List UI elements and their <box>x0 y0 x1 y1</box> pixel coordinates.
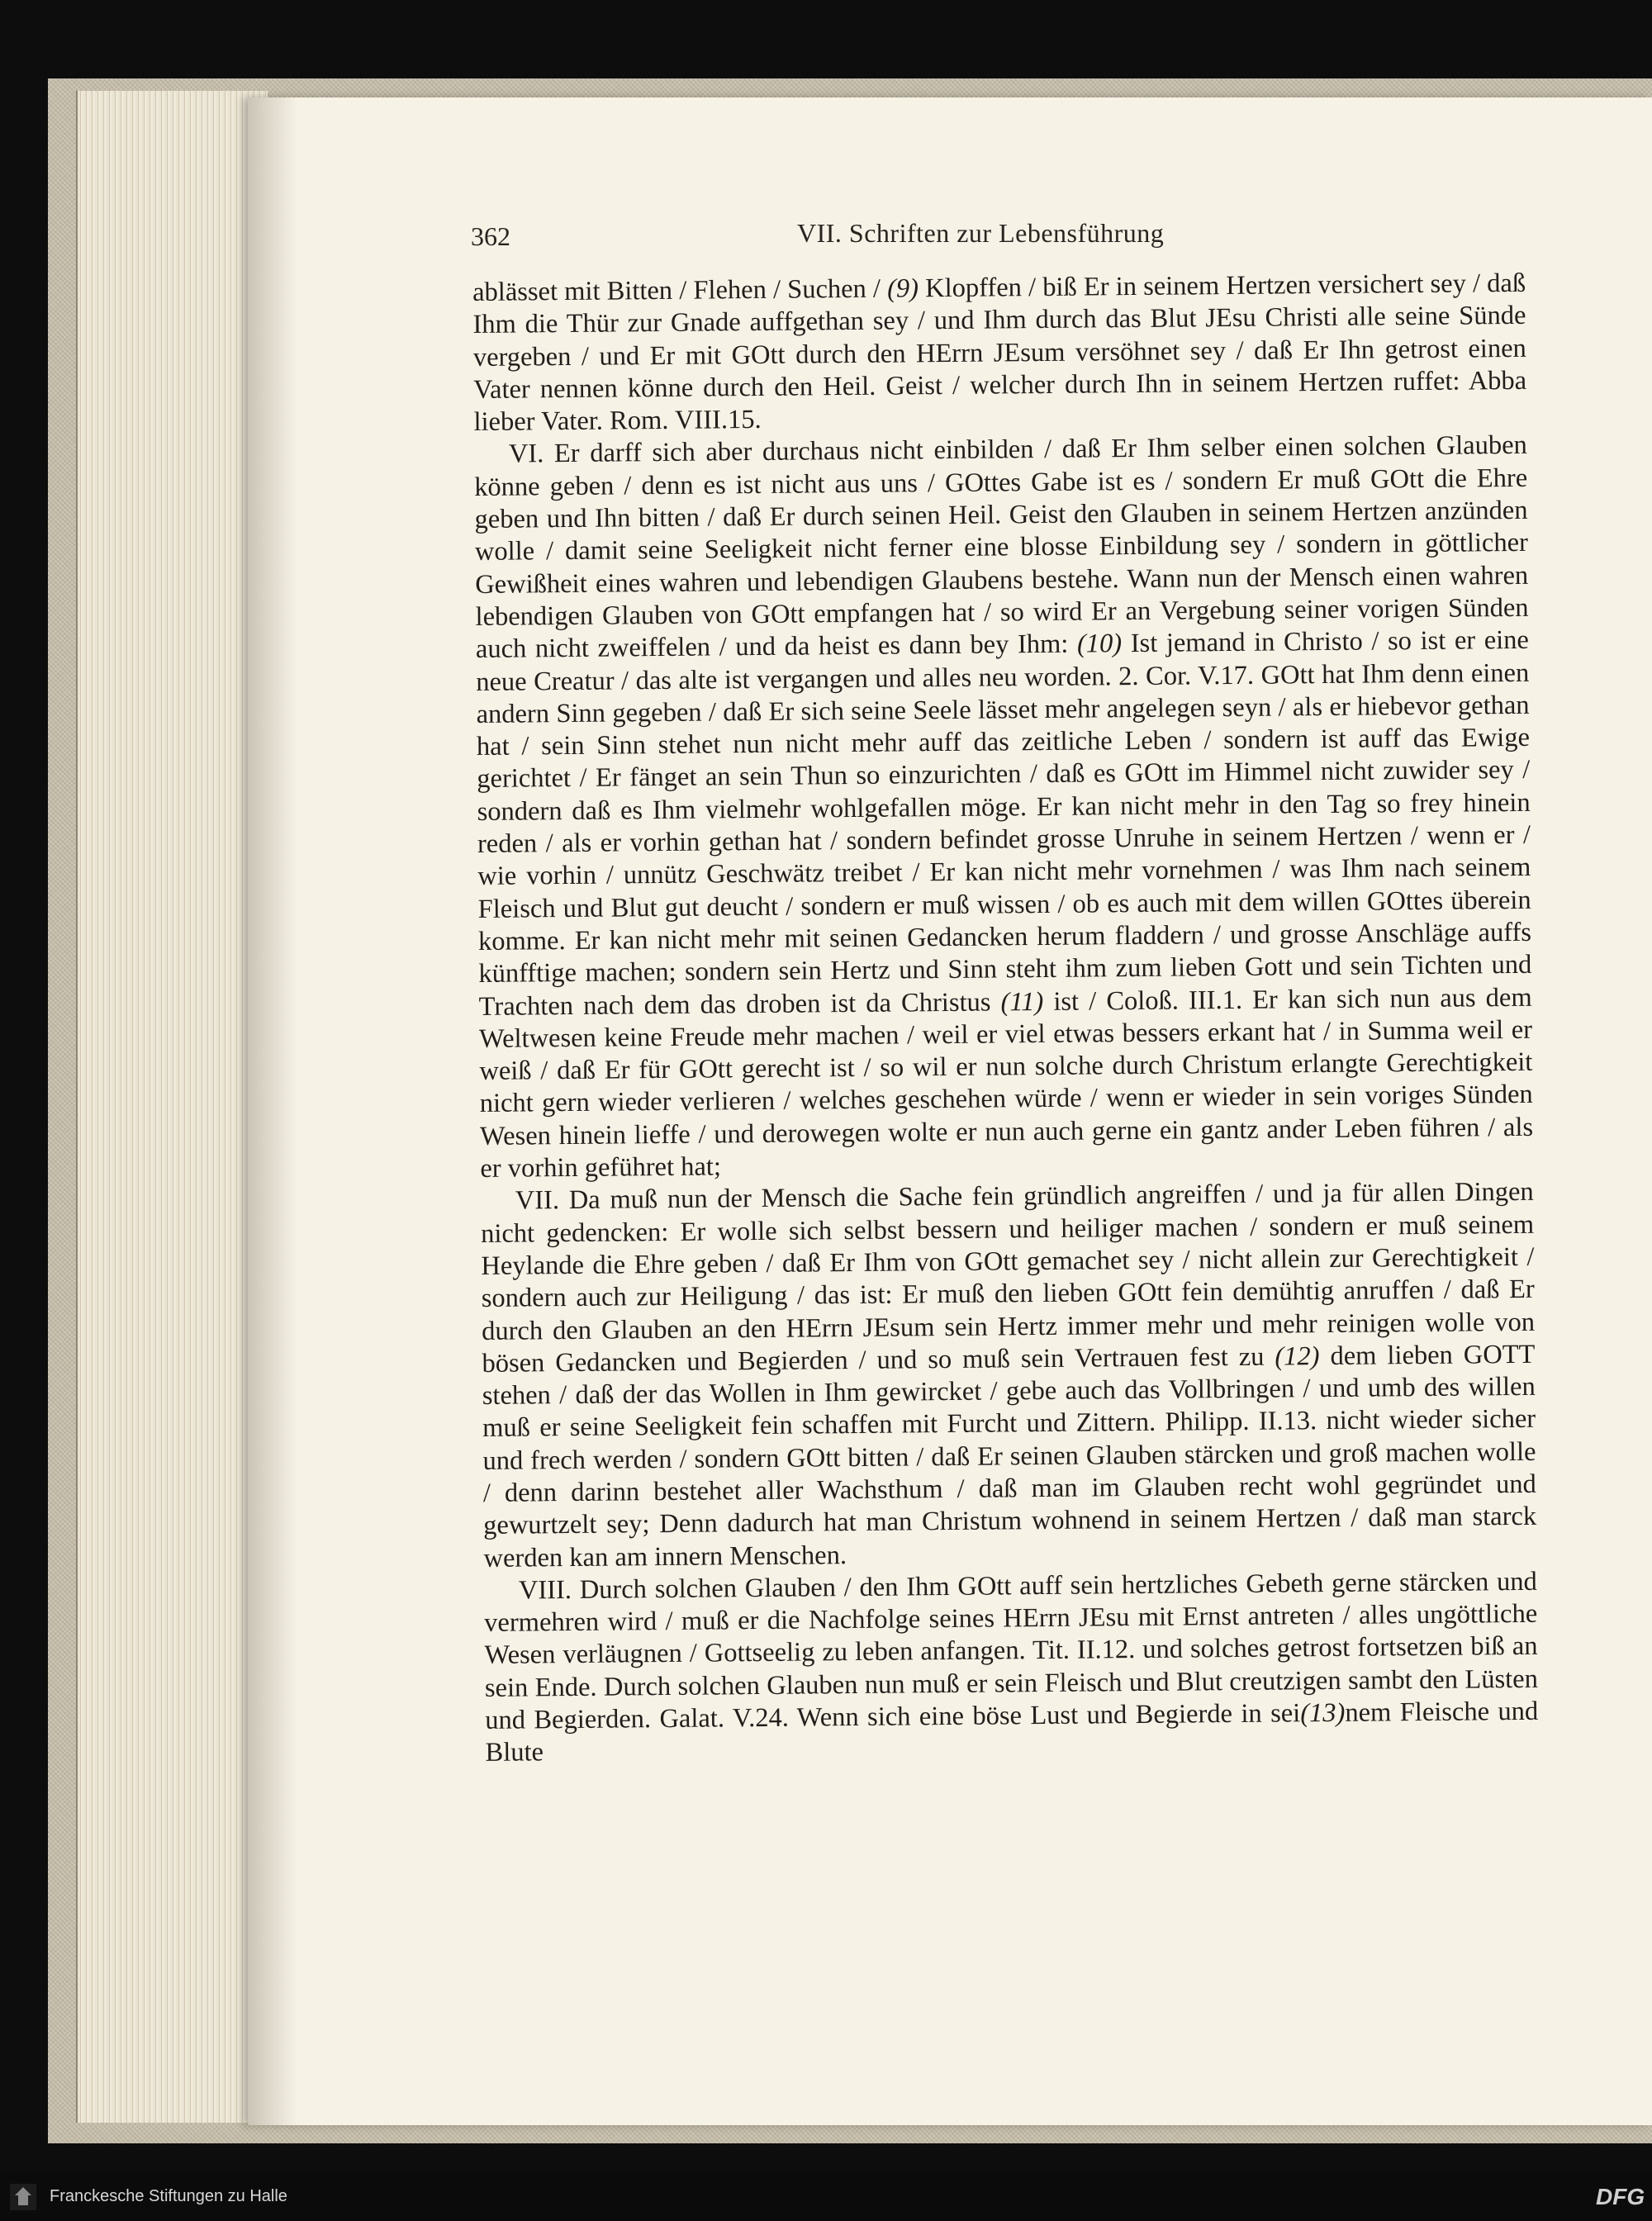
text-run: ablässet mit Bitten / Flehen / Suchen / <box>472 273 888 307</box>
text-run: Klopffen / biß Er in seinem Hertzen versichert sey / daß Ihm die Thür zur Gnade auffgethan sey / und Ihm durch das Blut JEsu Christi alle seine Sünde vergeben / und Er mit GOtt durch den HErrn JEsum versöhnet sey / daß Er Ihn getrost einen Vater nennen könne durch den Heil. Geist / welcher durch Ihn in seinem Hertzen ruffet: Abba lieber Vater. Rom. VIII.15. <box>472 268 1527 438</box>
page-marker: (9) <box>886 273 919 304</box>
text-run: nem Fleische und Blute <box>485 1696 1539 1768</box>
page-marker: (11) <box>1000 986 1044 1017</box>
body-text <box>472 268 1539 1770</box>
page-marker: (10) <box>1076 629 1123 659</box>
text-run: Ist jemand in Christo / so ist er eine neue Creatur / das alte ist vergangen und alles neu worden. 2. Cor. V.17. GOtt hat Ihm denn einen andern Sinn gegeben / daß Er sich seine Seele lässet mehr angelegen seyn / als er hiebevor gethan hat / sein Sinn stehet nun nicht mehr auff das zeitliche Leben / sondern ist auff das Ewige gerichtet / Er fänget an sein Thun so einzurichten / daß es GOtt im Himmel nicht zuwider sey / sondern daß es Ihm vielmehr wohlgefallen möge. Er kan nicht mehr in den Tag so frey hinein reden / als er vorhin gethan hat / sondern befindet grosse Unruhe in seinem Hertzen / wenn er / wie vorhin / unnütz Geschwätz treibet / Er kan nicht mehr vornehmen / was Ihm nach seinem Fleisch und Blut gut deucht / sondern er muß wissen / ob es auch mit dem willen GOttes überein komme. Er kan nicht mehr mit seinen Gedancken herum fladdern / und grosse Anschläge auffs künfftige machen; sondern sein Hertz und Sinn steht ihm zum lieben Gott und sein Tichten und Trachten nach dem das droben ist da Christus <box>476 625 1532 1022</box>
page-marker: (13) <box>1300 1697 1346 1729</box>
paragraph <box>481 1176 1537 1575</box>
page-marker: (12) <box>1275 1341 1320 1372</box>
text-run: ist / Coloß. III.1. Er kan sich nun aus dem Weltwesen keine Freude mehr machen / weil er viel etwas bessers erkant hat / in Summa weil er weiß / daß Er für GOtt gerecht ist / so wil er nun solche durch Christum erlangte Gerechtigkeit nicht gern wieder verlieren / welches geschehen würde / wenn er wieder in sein voriges Sünden Wesen hinein lieffe / und derowegen wolte er nun auch gerne ein gantz ander Leben führen / als er vorhin geführet hat; <box>478 982 1534 1184</box>
text-run: VIII. Durch solchen Glauben / den Ihm GOtt auff sein hertzliches Gebeth gerne stärcken und vermehren wird / muß er die Nachfolge seines HErrn JEsu mit Ernst antreten / alles ungöttliche Wesen verläugnen / Gottseelig zu leben anfangen. Tit. II.12. und solches getrost fortsetzen biß an sein Ende. Durch solchen Glauben nun muß er sein Fleisch und Blut creutzigen sambt den Lüsten und Begierden. Galat. V.24. Wenn sich eine böse Lust und Begierde in sei <box>484 1566 1539 1735</box>
running-head: VII. Schriften zur Lebensführung <box>797 218 1165 248</box>
text-run: VII. Da muß nun der Mensch die Sache fein gründlich angreiffen / und ja für allen Dingen nicht gedencken: Er wolle sich selbst bessern und heiliger machen / sondern er muß seinem Heylande die Ehre geben / daß Er Ihm von GOtt gemachet sey / nicht allein zur Gerechtigkeit / sondern auch zur Heiligung / das ist: Er muß den lieben GOtt fein demühtig anruffen / daß Er durch den Glauben an den HErrn JEsum sein Hertz immer mehr und mehr reinigen wolle von bösen Gedancken und Begierden / und so muß sein Vertrauen fest zu <box>480 1177 1536 1379</box>
page-number: 362 <box>471 221 510 251</box>
text-run: dem lieben GOTT stehen / daß der das Wollen in Ihm gewircket / gebe auch das Vollbringen / und umb des willen muß er seine Seeligkeit fein schaffen mit Furcht und Zittern. Philipp. II.13. nicht wieder sicher und frech werden / sondern GOtt bitten / daß Er seinen Glauben stärcken und groß machen wolle / denn darinn bestehet aller Wachsthum / daß man im Glauben recht wohl gegründet und gewurtzelt sey; Denn dadurch hat man Christum wohnend in seinem Hertzen / daß man starck werden kan am innern Menschen. <box>482 1339 1537 1573</box>
page-edges <box>76 91 268 2123</box>
page-header <box>471 218 1520 263</box>
paragraph <box>474 429 1534 1185</box>
francke-logo-icon <box>7 2181 40 2214</box>
dfg-logo: DFG <box>1596 2184 1645 2209</box>
institution-label: Franckesche Stiftungen zu Halle <box>50 2187 287 2205</box>
gutter-shadow <box>248 97 297 2125</box>
paragraph <box>484 1566 1539 1770</box>
text-run: VI. Er darff sich aber durchaus nicht einbilden / daß Er Ihm selber einen solchen Glauben könne geben / denn es ist nicht aus uns / GOttes Gabe ist es / sondern Er muß GOtt die Ehre geben und Ihn bitten / daß Er durch seinen Heil. Geist den Glauben in seinem Hertzen anzünden wolle / damit seine Seeligkeit nicht ferner eine blosse Einbildung sey / sondern in göttlicher Gewißheit eines wahren und lebendigen Glaubens bestehe. Wann nun der Mensch einen wahren lebendigen Glauben von GOtt empfangen hat / so wird Er an Vergebung seiner vorigen Sünden auch nicht zweiffelen / und da heist es dann bey Ihm: <box>474 430 1529 665</box>
paragraph <box>472 268 1527 439</box>
